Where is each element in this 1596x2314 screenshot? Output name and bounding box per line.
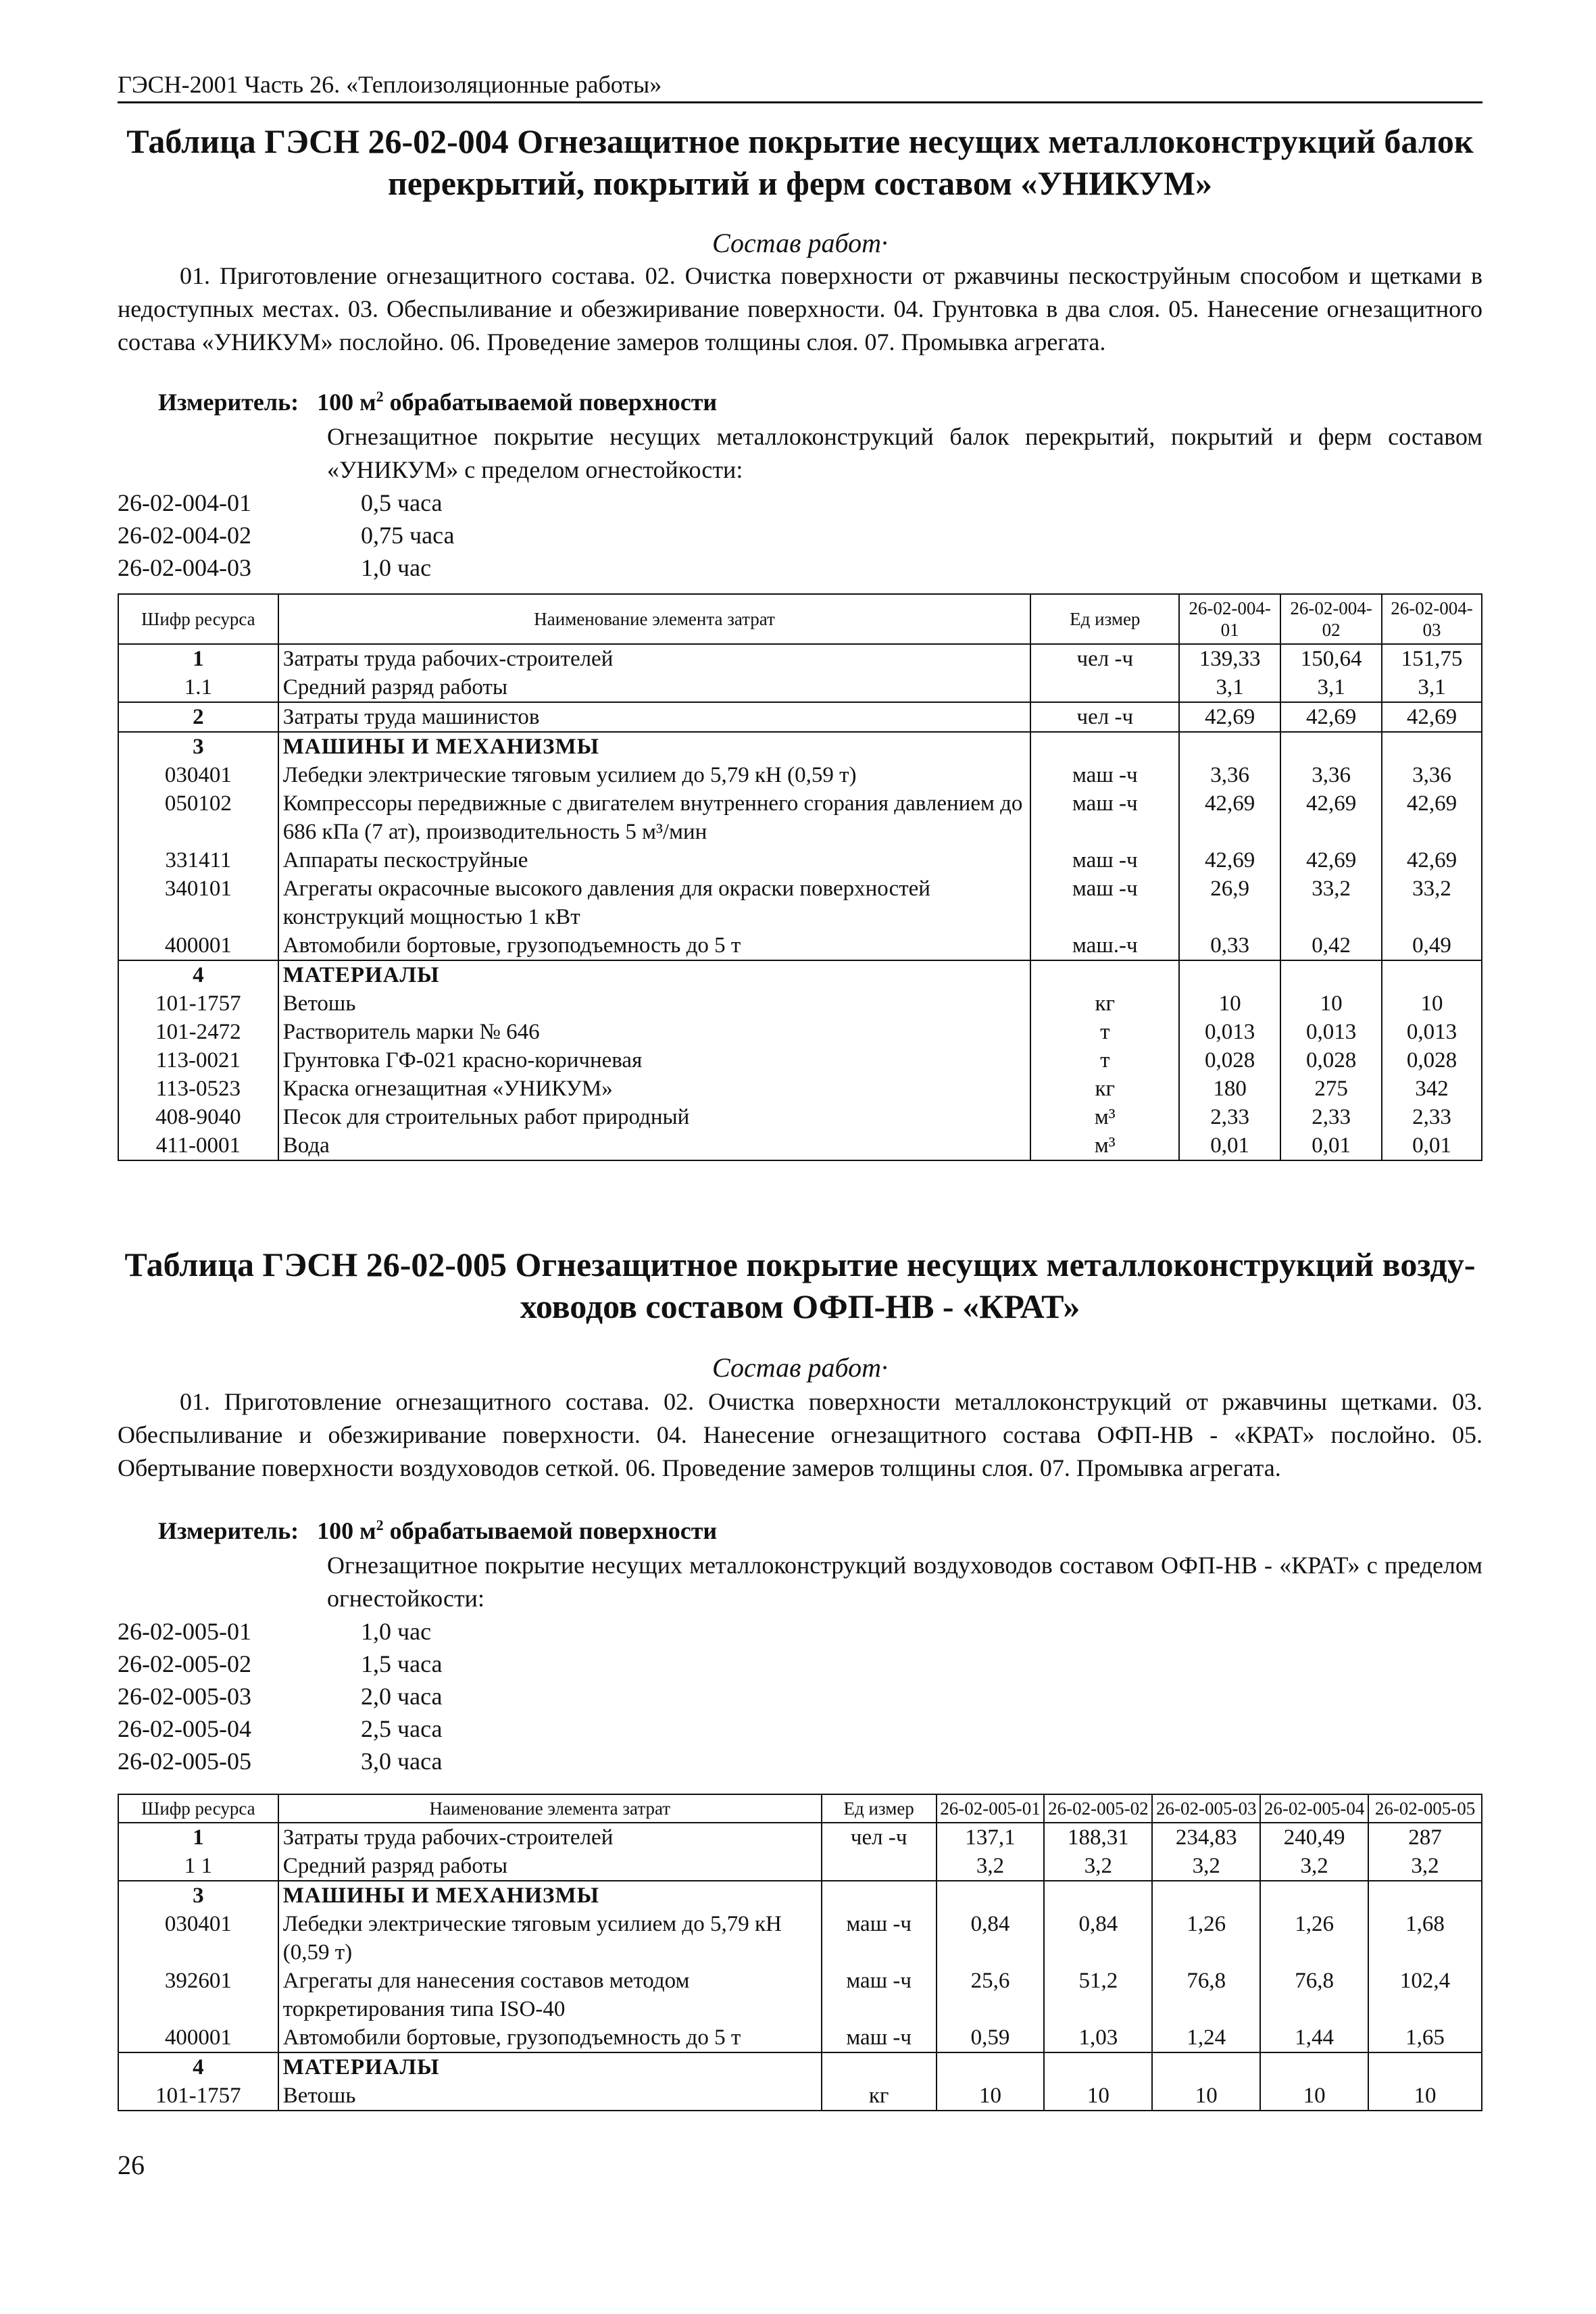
variant-value: 2,0 часа [361, 1683, 443, 1710]
cell-unit: маш -ч [1030, 875, 1179, 931]
table-row [118, 1131, 1482, 1160]
cell-name: Вода [278, 1131, 1031, 1160]
variant-code: 26-02-005-03 [118, 1683, 251, 1710]
cell-name: Растворитель марки № 646 [278, 1018, 1031, 1046]
cell-value: 3,36 [1280, 761, 1382, 789]
header-variant: 26-02-004-02 [1280, 594, 1382, 644]
cell-code: 400001 [118, 931, 278, 960]
section-title: МАШИНЫ И МЕХАНИЗМЫ [278, 732, 1031, 761]
cell-value: 150,64 [1280, 644, 1382, 673]
table2-title-line2: ховодов составом ОФП-НВ - «КРАТ» [520, 1287, 1080, 1325]
variant-row [118, 551, 454, 584]
cell-name: Агрегаты для нанесения составов методом торкретирования типа ISO-40 [278, 1967, 822, 2023]
cell-value: 0,49 [1382, 931, 1482, 960]
cell-value: 139,33 [1179, 644, 1280, 673]
header-variant: 26-02-004-03 [1382, 594, 1482, 644]
table1-body [118, 644, 1482, 1160]
cell-value: 151,75 [1382, 644, 1482, 673]
cell-code: 4 [118, 960, 278, 989]
cell-unit: маш -ч [1030, 789, 1179, 846]
table1-measure-sup: 2 [376, 388, 384, 405]
table-row [118, 846, 1482, 875]
cell-unit: маш -ч [1030, 846, 1179, 875]
cell-unit: т [1030, 1018, 1179, 1046]
cell-value: 3,36 [1179, 761, 1280, 789]
cell-value: 42,69 [1382, 789, 1482, 846]
variant-value: 2,5 часа [361, 1715, 443, 1742]
cell-value [1368, 1881, 1482, 1910]
variant-code: 26-02-005-02 [118, 1650, 251, 1677]
cell-code: 3 [118, 1881, 278, 1910]
table2-measure [158, 1517, 717, 1545]
table1-resources [118, 593, 1482, 1161]
cell-name: Средний разряд работы [278, 673, 1031, 702]
cell-name: Компрессоры передвижные с двигателем внутреннего сгорания давлением до 686 кПа (7 ат), производительность 5 м³/мин [278, 789, 1031, 846]
cell-value [1280, 732, 1382, 761]
cell-code: 411-0001 [118, 1131, 278, 1160]
cell-code: 101-1757 [118, 2082, 278, 2111]
header-variant: 26-02-005-05 [1368, 1794, 1482, 1823]
table-row [118, 673, 1482, 702]
variant-row [118, 1648, 442, 1680]
cell-unit: т [1030, 1046, 1179, 1075]
cell-unit [822, 1852, 937, 1881]
cell-value: 33,2 [1280, 875, 1382, 931]
cell-value: 0,01 [1382, 1131, 1482, 1160]
cell-value: 3,2 [1044, 1852, 1152, 1881]
cell-value: 3,2 [1368, 1852, 1482, 1881]
header-name: Наименование элемента затрат [278, 594, 1031, 644]
cell-name: Аппараты пескоструйные [278, 846, 1031, 875]
cell-value [1179, 960, 1280, 989]
cell-name: Затраты труда рабочих-строителей [278, 644, 1031, 673]
cell-value [1179, 732, 1280, 761]
cell-value: 0,013 [1280, 1018, 1382, 1046]
cell-value: 10 [937, 2082, 1045, 2111]
table1-sostav-text: 01. Приготовление огнезащитного состава. 02. Очистка поверхности от ржавчины пескоструйным способом и щетками в недоступных местах. 03. Обеспыливание и обезжиривание поверхности. 04. Грунтовка в два слоя. 05. Нанесение огнезащитного состава «УНИКУМ» послойно. 06. Проведение замеров толщины слоя. 07. Промывка агрегата. [118, 262, 1482, 355]
cell-value: 51,2 [1044, 1967, 1152, 2023]
table-row [118, 1823, 1482, 1852]
cell-value: 102,4 [1368, 1967, 1482, 2023]
table-row [118, 931, 1482, 960]
variant-row [118, 1713, 442, 1745]
table-row [118, 1075, 1482, 1103]
cell-value: 0,028 [1382, 1046, 1482, 1075]
cell-code: 392601 [118, 1967, 278, 2023]
cell-value [1260, 2052, 1368, 2082]
cell-value [1382, 732, 1482, 761]
cell-code: 400001 [118, 2023, 278, 2052]
table-row [118, 1910, 1482, 1967]
cell-value: 42,69 [1280, 846, 1382, 875]
cell-name: Автомобили бортовые, грузоподъемность до 5 т [278, 931, 1031, 960]
cell-value [1152, 1881, 1260, 1910]
cell-value: 3,36 [1382, 761, 1482, 789]
cell-value: 76,8 [1152, 1967, 1260, 2023]
cell-value: 1,26 [1260, 1910, 1368, 1967]
table-row [118, 2082, 1482, 2111]
table1-title-line1: Таблица ГЭСН 26-02-004 Огнезащитное покрытие несущих металлоконструкций балок [126, 122, 1474, 160]
table2-sostav-label: Состав работ· [712, 1352, 888, 1383]
header-row [118, 594, 1482, 644]
cell-unit: кг [822, 2082, 937, 2111]
header-variant: 26-02-005-04 [1260, 1794, 1368, 1823]
cell-unit: маш.-ч [1030, 931, 1179, 960]
cell-value: 0,59 [937, 2023, 1045, 2052]
cell-value [937, 2052, 1045, 2082]
table2-intro: Огнезащитное покрытие несущих металлоконструкций воздуховодов составом ОФП-НВ - «КРАТ» с пределом огнестойкости: [327, 1552, 1482, 1612]
cell-value: 10 [1368, 2082, 1482, 2111]
cell-value: 3,2 [1260, 1852, 1368, 1881]
cell-unit [1030, 960, 1179, 989]
cell-name: Автомобили бортовые, грузоподъемность до 5 т [278, 2023, 822, 2052]
cell-code: 101-1757 [118, 989, 278, 1018]
cell-value: 26,9 [1179, 875, 1280, 931]
cell-value: 1,68 [1368, 1910, 1482, 1967]
table-row [118, 1852, 1482, 1881]
header-unit: Ед измер [1030, 594, 1179, 644]
variant-code: 26-02-004-02 [118, 522, 251, 549]
cell-value: 33,2 [1382, 875, 1482, 931]
cell-value: 10 [1044, 2082, 1152, 2111]
cell-unit [1030, 673, 1179, 702]
cell-name: Затраты труда рабочих-строителей [278, 1823, 822, 1852]
table2-title [118, 1244, 1482, 1327]
cell-value: 0,42 [1280, 931, 1382, 960]
cell-value: 0,84 [937, 1910, 1045, 1967]
cell-value: 0,013 [1179, 1018, 1280, 1046]
cell-value: 1,03 [1044, 2023, 1152, 2052]
section-row [118, 1881, 1482, 1910]
cell-unit [1030, 732, 1179, 761]
table2-resources [118, 1794, 1482, 2111]
cell-code: 1 [118, 1823, 278, 1852]
cell-unit: маш -ч [822, 1967, 937, 2023]
variant-row [118, 519, 454, 551]
cell-name: Затраты труда машинистов [278, 702, 1031, 732]
variant-code: 26-02-004-01 [118, 489, 251, 516]
header-name: Наименование элемента затрат [278, 1794, 822, 1823]
cell-name: Грунтовка ГФ-021 красно-коричневая [278, 1046, 1031, 1075]
cell-unit: чел -ч [1030, 702, 1179, 732]
table-row [118, 989, 1482, 1018]
cell-value: 234,83 [1152, 1823, 1260, 1852]
cell-value: 42,69 [1382, 846, 1482, 875]
table1-title [118, 120, 1482, 204]
cell-unit: кг [1030, 989, 1179, 1018]
running-header: ГЭСН-2001 Часть 26. «Теплоизоляционные работы» [118, 70, 1482, 103]
section-title: МАШИНЫ И МЕХАНИЗМЫ [278, 1881, 822, 1910]
section-row [118, 732, 1482, 761]
table1-sostav-label: Состав работ· [712, 228, 888, 258]
cell-unit: маш -ч [822, 1910, 937, 1967]
header-variant: 26-02-005-02 [1044, 1794, 1152, 1823]
cell-code: 030401 [118, 1910, 278, 1967]
cell-value: 1,24 [1152, 2023, 1260, 2052]
cell-value: 0,028 [1280, 1046, 1382, 1075]
table2-title-line1: Таблица ГЭСН 26-02-005 Огнезащитное покрытие несущих металлоконструкций возду- [124, 1246, 1476, 1283]
cell-value [937, 1881, 1045, 1910]
table2-measure-rest: обрабатываемой поверхности [383, 1517, 718, 1544]
table2-body [118, 1823, 1482, 2111]
cell-value: 188,31 [1044, 1823, 1152, 1852]
page-number: 26 [118, 2150, 145, 2180]
variant-row [118, 487, 454, 519]
cell-value: 180 [1179, 1075, 1280, 1103]
table1-title-line2: перекрытий, покрытий и ферм составом «УНИКУМ» [387, 164, 1213, 202]
cell-unit: кг [1030, 1075, 1179, 1103]
cell-unit [822, 1881, 937, 1910]
table2-sostav-text: 01. Приготовление огнезащитного состава. 02. Очистка поверхности металлоконструкций от ржавчины щетками. 03. Обеспыливание и обезжиривание поверхности. 04. Нанесение огнезащитного состава ОФП-НВ - «КРАТ» послойно. 05. Обертывание поверхности воздуховодов сеткой. 06. Проведение замеров толщины слоя. 07. Промывка агрегата. [118, 1388, 1482, 1481]
cell-code: 113-0021 [118, 1046, 278, 1075]
cell-value: 10 [1280, 989, 1382, 1018]
cell-value: 10 [1260, 2082, 1368, 2111]
cell-value: 42,69 [1280, 789, 1382, 846]
cell-value: 10 [1382, 989, 1482, 1018]
cell-code: 2 [118, 702, 278, 732]
cell-unit: чел -ч [822, 1823, 937, 1852]
table-row [118, 1046, 1482, 1075]
cell-value: 1,44 [1260, 2023, 1368, 2052]
table1-header [118, 594, 1482, 644]
cell-value: 25,6 [937, 1967, 1045, 2023]
table1-measure-label: Измеритель: [158, 389, 299, 416]
cell-name: Краска огнезащитная «УНИКУМ» [278, 1075, 1031, 1103]
cell-value: 3,1 [1179, 673, 1280, 702]
cell-code: 340101 [118, 875, 278, 931]
header-code: Шифр ресурса [118, 594, 278, 644]
table1-intro: Огнезащитное покрытие несущих металлоконструкций балок перекрытий, покрытий и ферм составом «УНИКУМ» с пределом огнестойкости: [327, 423, 1482, 483]
cell-name: Лебедки электрические тяговым усилием до 5,79 кН (0,59 т) [278, 761, 1031, 789]
header-variant: 26-02-004-01 [1179, 594, 1280, 644]
cell-value [1280, 960, 1382, 989]
variant-value: 3,0 часа [361, 1748, 443, 1775]
cell-value [1368, 2052, 1482, 2082]
table-row [118, 2023, 1482, 2052]
cell-code: 050102 [118, 789, 278, 846]
table1-measure [158, 388, 717, 416]
header-code: Шифр ресурса [118, 1794, 278, 1823]
cell-value [1260, 1881, 1368, 1910]
cell-value: 42,69 [1382, 702, 1482, 732]
cell-code: 4 [118, 2052, 278, 2082]
cell-value: 42,69 [1179, 846, 1280, 875]
cell-value: 0,33 [1179, 931, 1280, 960]
table-row [118, 875, 1482, 931]
section-title: МАТЕРИАЛЫ [278, 960, 1031, 989]
cell-code: 408-9040 [118, 1103, 278, 1131]
variant-code: 26-02-004-03 [118, 554, 251, 581]
cell-value: 76,8 [1260, 1967, 1368, 2023]
cell-value: 10 [1179, 989, 1280, 1018]
cell-value: 0,84 [1044, 1910, 1152, 1967]
table-row [118, 1103, 1482, 1131]
variant-code: 26-02-005-05 [118, 1748, 251, 1775]
variant-value: 0,5 часа [361, 489, 443, 516]
cell-name: Средний разряд работы [278, 1852, 822, 1881]
section-row [118, 960, 1482, 989]
table-row [118, 702, 1482, 732]
cell-code: 113-0523 [118, 1075, 278, 1103]
table-row [118, 1967, 1482, 2023]
cell-value: 287 [1368, 1823, 1482, 1852]
cell-value: 2,33 [1382, 1103, 1482, 1131]
table2-measure-label: Измеритель: [158, 1517, 299, 1544]
cell-value: 42,69 [1179, 702, 1280, 732]
header-variant: 26-02-005-03 [1152, 1794, 1260, 1823]
cell-value [1382, 960, 1482, 989]
cell-code: 101-2472 [118, 1018, 278, 1046]
variant-value: 1,5 часа [361, 1650, 443, 1677]
cell-unit: маш -ч [1030, 761, 1179, 789]
cell-name: Агрегаты окрасочные высокого давления для окраски поверхностей конструкций мощностью 1 кВт [278, 875, 1031, 931]
cell-unit: м³ [1030, 1103, 1179, 1131]
section-title: МАТЕРИАЛЫ [278, 2052, 822, 2082]
header-variant: 26-02-005-01 [937, 1794, 1045, 1823]
cell-name: Лебедки электрические тяговым усилием до 5,79 кН (0,59 т) [278, 1910, 822, 1967]
variant-code: 26-02-005-01 [118, 1618, 251, 1645]
table2-header [118, 1794, 1482, 1823]
variant-code: 26-02-005-04 [118, 1715, 251, 1742]
cell-value: 0,013 [1382, 1018, 1482, 1046]
cell-value: 3,1 [1280, 673, 1382, 702]
table1-variants [118, 487, 454, 584]
variant-row [118, 1680, 442, 1713]
table2-measure-value: 100 м [317, 1517, 376, 1544]
cell-value: 1,65 [1368, 2023, 1482, 2052]
cell-name: Ветошь [278, 2082, 822, 2111]
table-row [118, 1018, 1482, 1046]
header-unit: Ед измер [822, 1794, 937, 1823]
cell-code: 3 [118, 732, 278, 761]
cell-value: 1,26 [1152, 1910, 1260, 1967]
header-row [118, 1794, 1482, 1823]
cell-unit: чел -ч [1030, 644, 1179, 673]
variant-row [118, 1615, 442, 1648]
cell-unit: м³ [1030, 1131, 1179, 1160]
cell-value: 275 [1280, 1075, 1382, 1103]
variant-value: 1,0 час [361, 554, 432, 581]
cell-unit [822, 2052, 937, 2082]
cell-value [1044, 2052, 1152, 2082]
variant-row [118, 1745, 442, 1777]
cell-value: 3,2 [1152, 1852, 1260, 1881]
cell-code: 1 [118, 644, 278, 673]
cell-value: 42,69 [1179, 789, 1280, 846]
variant-value: 0,75 часа [361, 522, 455, 549]
cell-value: 2,33 [1179, 1103, 1280, 1131]
table2-measure-sup: 2 [376, 1517, 384, 1533]
cell-value: 42,69 [1280, 702, 1382, 732]
table1-measure-value: 100 м [317, 389, 376, 416]
cell-value: 240,49 [1260, 1823, 1368, 1852]
cell-value [1152, 2052, 1260, 2082]
table-row [118, 789, 1482, 846]
cell-value: 137,1 [937, 1823, 1045, 1852]
cell-value: 2,33 [1280, 1103, 1382, 1131]
cell-value: 10 [1152, 2082, 1260, 2111]
section-row [118, 2052, 1482, 2082]
cell-code: 1.1 [118, 673, 278, 702]
cell-name: Ветошь [278, 989, 1031, 1018]
cell-value: 342 [1382, 1075, 1482, 1103]
cell-value: 0,01 [1179, 1131, 1280, 1160]
cell-value: 0,01 [1280, 1131, 1382, 1160]
cell-value: 3,1 [1382, 673, 1482, 702]
variant-value: 1,0 час [361, 1618, 432, 1645]
table-row [118, 761, 1482, 789]
cell-code: 030401 [118, 761, 278, 789]
cell-code: 1 1 [118, 1852, 278, 1881]
cell-unit: маш -ч [822, 2023, 937, 2052]
cell-value: 0,028 [1179, 1046, 1280, 1075]
cell-code: 331411 [118, 846, 278, 875]
table2-variants [118, 1615, 442, 1777]
cell-value [1044, 1881, 1152, 1910]
cell-name: Песок для строительных работ природный [278, 1103, 1031, 1131]
table-row [118, 644, 1482, 673]
cell-value: 3,2 [937, 1852, 1045, 1881]
table1-measure-rest: обрабатываемой поверхности [383, 389, 718, 416]
